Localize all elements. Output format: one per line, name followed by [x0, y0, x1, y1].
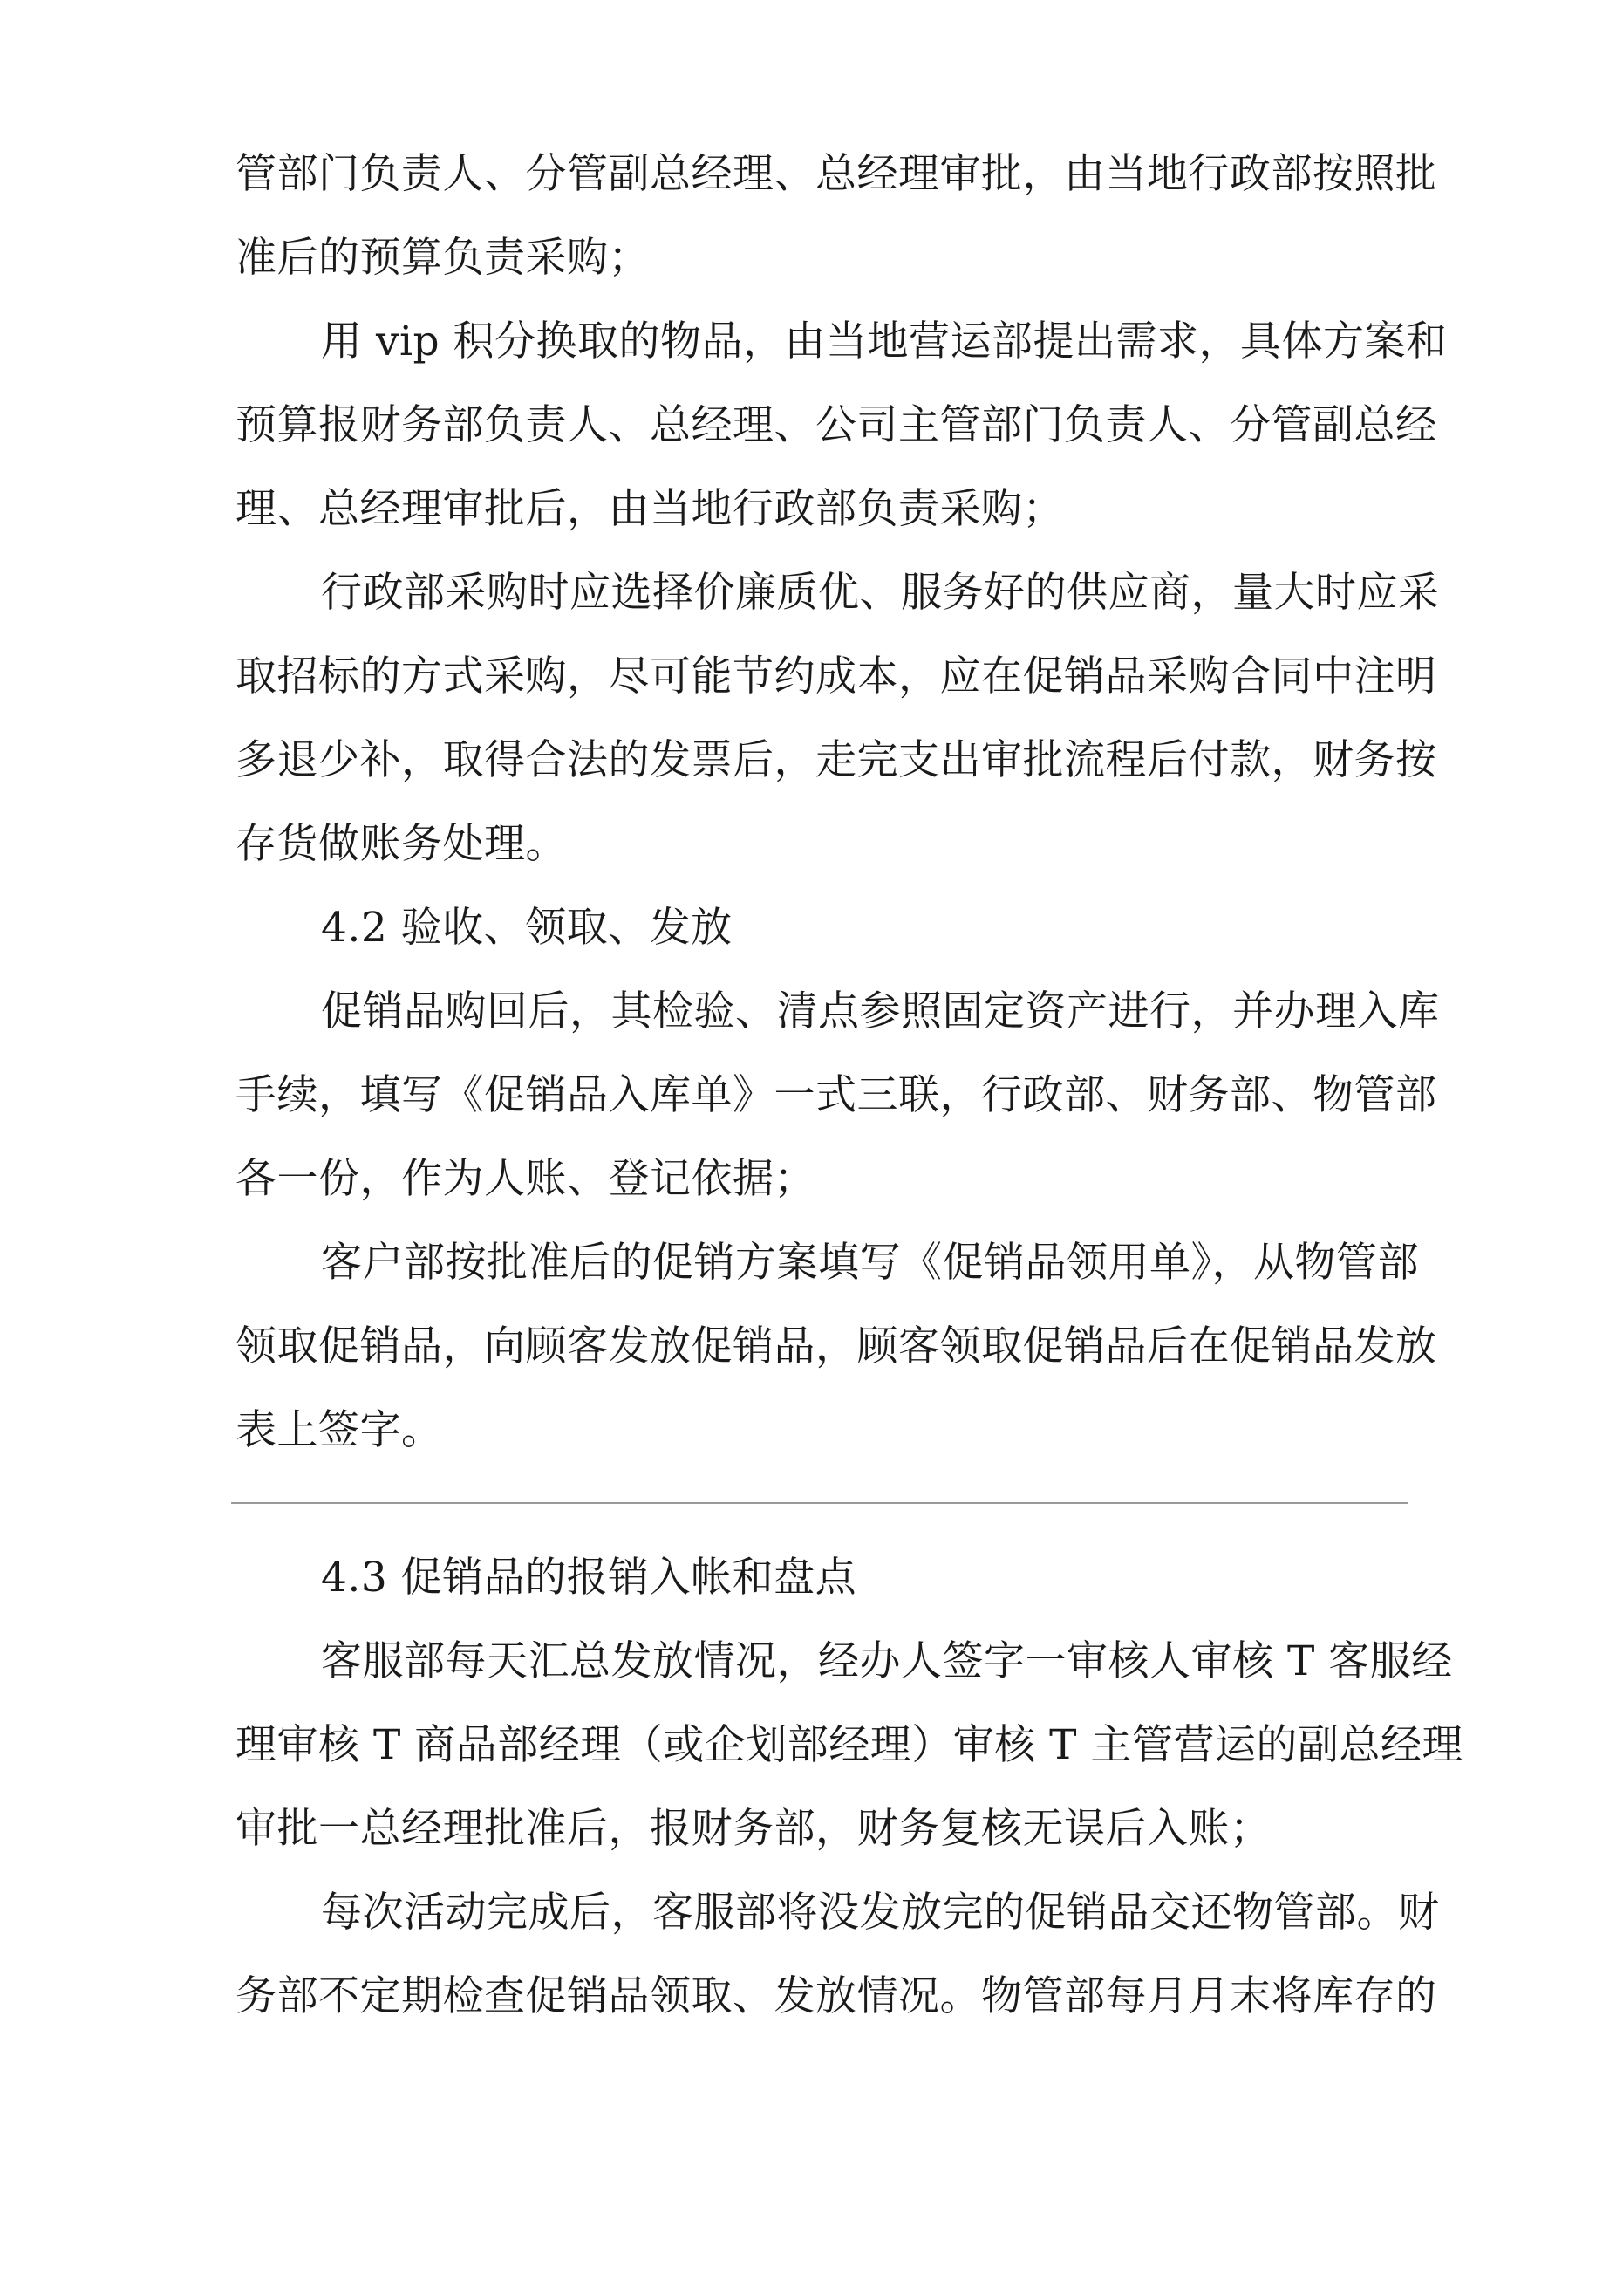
- paragraph-line: 审批一总经理批准后，报财务部，财务复核无误后入账；: [235, 1805, 1272, 1853]
- upper-section: [235, 133, 1448, 1473]
- paragraph-line: 准后的预算负责采购；: [235, 234, 650, 282]
- paragraph-line: 行政部采购时应选择价廉质优、服务好的供应商，量大时应采: [321, 569, 1440, 617]
- paragraph-line: 务部不定期检查促销品领取、发放情况。物管部每月月末将库存的: [235, 1972, 1437, 2020]
- paragraph-line: 存货做账务处理。: [235, 820, 567, 868]
- paragraph-line: 客服部每天汇总发放情况，经办人签字一审核人审核 T 客服经: [321, 1637, 1453, 1685]
- paragraph-line: 多退少补，取得合法的发票后，走完支出审批流程后付款，财务按: [235, 736, 1437, 784]
- lower-section: [235, 1536, 1463, 2039]
- paragraph-line: 领取促销品，向顾客发放促销品，顾客领取促销品后在促销品发放: [235, 1322, 1437, 1370]
- paragraph-line: 预算报财务部负责人、总经理、公司主管部门负责人、分管副总经: [235, 401, 1437, 449]
- paragraph-line: 取招标的方式采购，尽可能节约成本，应在促销品采购合同中注明: [235, 653, 1437, 700]
- paragraph-line: 每次活动完成后，客服部将没发放完的促销品交还物管部。财: [321, 1889, 1440, 1937]
- paragraph-line: 用 vip 积分换取的物品，由当地营运部提出需求，具体方案和: [321, 318, 1448, 366]
- section-heading: 4.2 验收、领取、发放: [321, 904, 733, 952]
- paragraph-line: 表上签字。: [235, 1406, 443, 1454]
- paragraph-line: 管部门负责人、分管副总经理、总经理审批，由当地行政部按照批: [235, 150, 1437, 198]
- paragraph-line: 客户部按批准后的促销方案填写《促销品领用单》，从物管部: [321, 1239, 1419, 1287]
- paragraph-line: 理审核 T 商品部经理（或企划部经理）审核 T 主管营运的副总经理: [235, 1721, 1463, 1769]
- paragraph-line: 促销品购回后，其检验、清点参照固定资产进行，并办理入库: [321, 987, 1440, 1035]
- page-divider: [231, 1502, 1408, 1504]
- section-heading: 4.3 促销品的报销入帐和盘点: [321, 1554, 857, 1602]
- paragraph-line: 各一份，作为人账、登记依据；: [235, 1155, 815, 1203]
- paragraph-line: 手续，填写《促销品入库单》一式三联，行政部、财务部、物管部: [235, 1071, 1437, 1119]
- paragraph-line: 理、总经理审批后，由当地行政部负责采购；: [235, 485, 1064, 533]
